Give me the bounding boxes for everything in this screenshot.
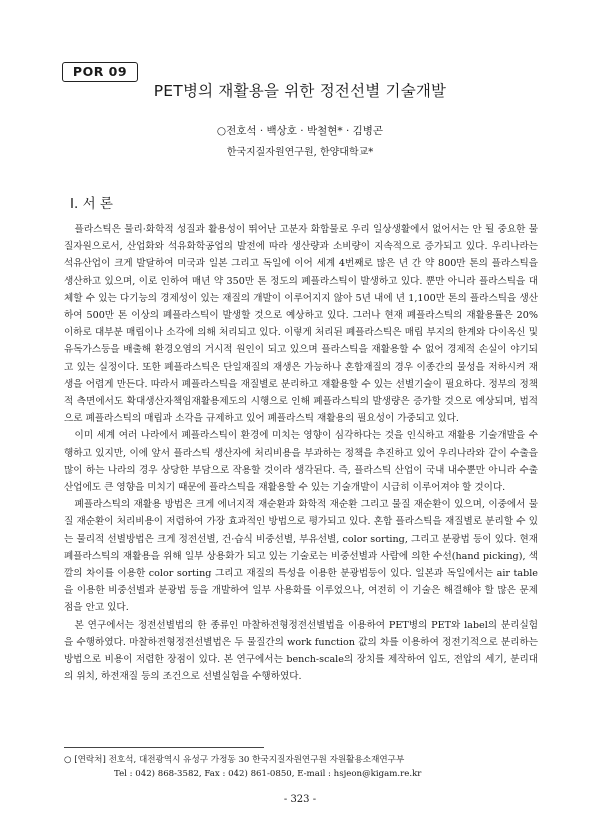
page-number: - 323 - [283,794,317,805]
session-code-badge: POR 09 [62,62,138,82]
author-list: ○전호석 · 백상호 · 박철현* · 김병곤 [216,125,384,137]
footnote-divider [64,747,264,748]
paper-title: PET병의 재활용을 위한 정전선별 기술개발 [153,82,447,100]
footnote [64,754,538,781]
affiliation: 한국지질자원연구원, 한양대학교* [226,147,374,158]
paragraph: 폐플라스틱의 재활용 방법은 크게 에너지적 재순환과 화학적 재순환 그리고 물질 재순환이 있으며, 이중에서 물질 재순환이 처리비용이 저렴하여 가장 효과적인 방법으로 평가되고 있다. 혼합 플라스틱을 재질별로 분리할 수 있는 물리적 선별방법은 크게 정전선별, 건·습식 비중선별, 부유선별, color sorting, 그리고 분광법 등이 있다. 현재 폐플라스틱의 재활용을 위해 일부 상용화가 되고 있는 기술로는 비중선별과 사람에 의한 수선(hand picking), 색깔의 차이를 이용한 color sorting 그리고 재질의 특성을 이용한 분광법등이 있다. 일본과 독일에서는 air table을 이용한 비중선별과 분광법 등을 개발하여 일부 사용화를 이루었으나, 여전히 이 기술은 해결해야 할 많은 문제점을 안고 있다. [64,499,538,614]
footnote-contact: ○ [연락처] 전호석, 대전광역시 유성구 가정동 30 한국지질자원연구원 자원활용소재연구부 [64,755,405,765]
paragraph: 이미 세계 여러 나라에서 폐플라스틱이 환경에 미치는 영향이 심각하다는 것을 인식하고 재활용 기술개발을 수행하고 있지만, 이에 앞서 플라스틱 생산자에 처리비용을 부과하는 정책을 추진하고 있어 우리나라와 같이 수출을 많이 하는 나라의 경우 상당한 부담으로 작용할 것이라 생각된다. 즉, 플라스틱 산업이 국내 내수뿐만 아니라 수출산업에도 큰 영향을 미치기 때문에 플라스틱을 재활용할 수 있는 기술개발이 시급히 이루어져야 할 것이다. [64,430,538,494]
paragraph: 플라스틱은 물리·화학적 성질과 활용성이 뛰어난 고분자 화합물로 우리 일상생활에서 없어서는 안 될 중요한 물질자원으로서, 산업화와 석유화학공업의 발전에 따라 생산량과 소비량이 지속적으로 증가되고 있다. 우리나라는 석유산업이 크게 발달하여 미국과 일본 그리고 독일에 이어 세계 4번째로 많은 년 간 약 800만 톤의 플라스틱을 생산하고 있으며, 이로 인하여 매년 약 350만 톤 정도의 폐플라스틱이 발생하고 있다. 뿐만 아니라 플라스틱을 대체할 수 있는 다기능의 경제성이 있는 재질의 개발이 이루어지지 않아 5년 내에 년 1,100만 톤의 플라스틱을 생산하여 500만 톤 이상의 폐플라스틱이 발생할 것으로 예상하고 있다. 그러나 현재 폐플라스틱의 재활용률은 20% 이하로 대부분 매립이나 소각에 의해 처리되고 있다. 이렇게 처리된 폐플라스틱은 매립 부지의 한계와 다이옥신 및 유독가스등을 배출해 환경오염의 거시적 원인이 되고 있으며 플라스틱을 재활용할 수 없어 경제적 손실이 야기되고 있는 실정이다. 또한 폐플라스틱은 단일재질의 재생은 가능하나 혼합재질의 경우 이종간의 물성을 저하시켜 재생을 어렵게 만든다. 따라서 폐플라스틱을 재질별로 분리하고 재활용할 수 있는 선별기술이 필요하다. 정부의 정책적 측면에서도 확대생산자책임재활용제도의 시행으로 인해 폐플라스틱의 발생량은 증가할 것으로 예상되며, 법적으로 폐플라스틱의 매립과 소각을 규제하고 있어 폐플라스틱 재활용의 필요성이 가중되고 있다. [64,224,538,425]
footnote-phone-email: Tel : 042) 868-3582, Fax : 042) 861-0850, E-mail : hsjeon@kigam.re.kr [114,768,422,779]
paragraph: 본 연구에서는 정전선별법의 한 종류인 마찰하전형정전선별법을 이용하여 PET병의 PET와 label의 분리실험을 수행하였다. 마찰하전형정전선별법은 두 물질간의 work function 값의 차를 이용하여 정전기적으로 분리하는 방법으로 비용이 저렴한 장점이 있다. 본 연구에서는 bench-scale의 장치를 제작하여 입도, 전압의 세기, 분리대의 위치, 하전재질 등의 조건으로 선별실험을 수행하였다. [64,619,538,683]
section-heading: Ⅰ. 서 론 [70,196,113,212]
body-text [64,221,538,685]
